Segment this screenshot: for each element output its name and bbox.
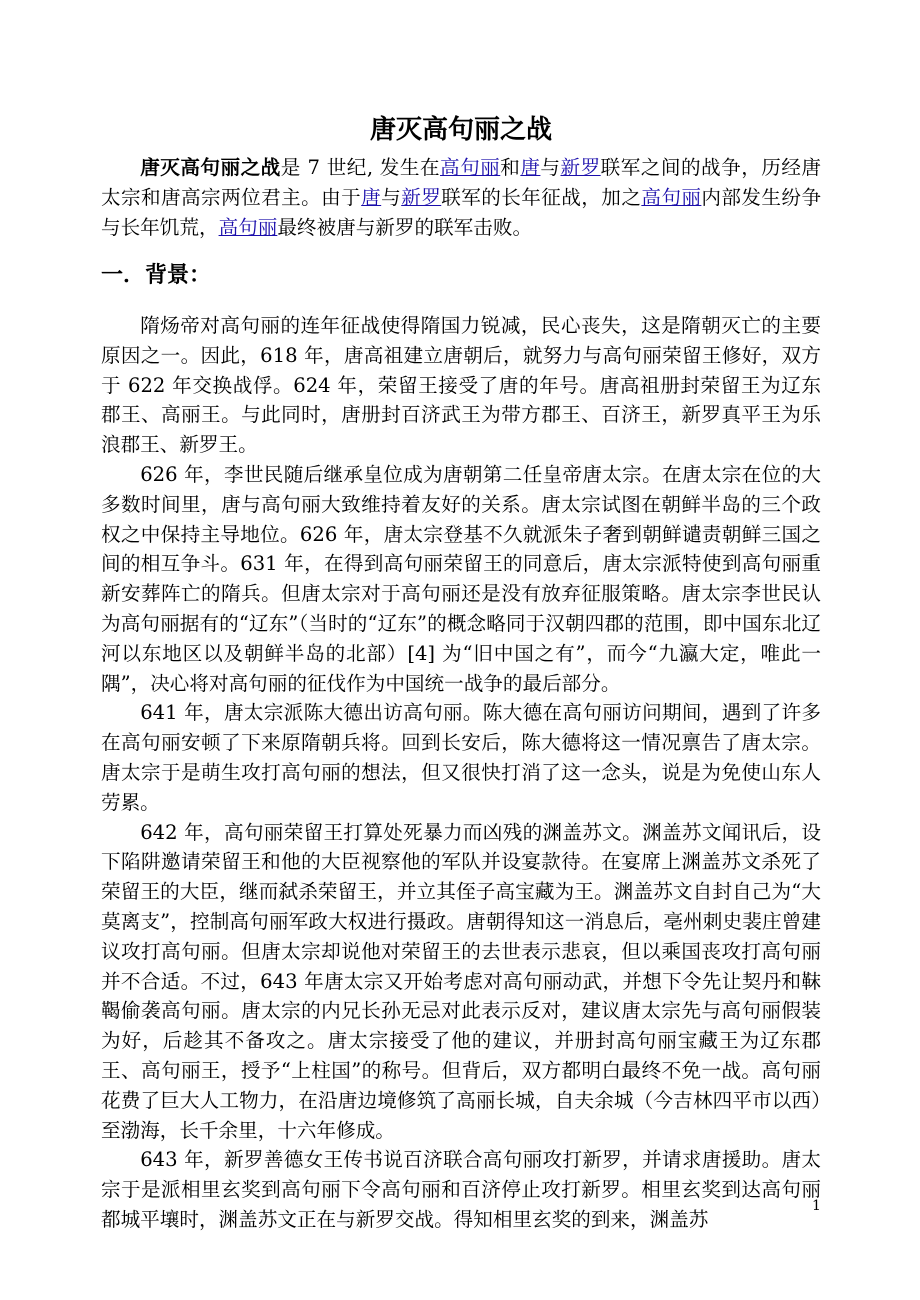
- link-tang[interactable]: 唐: [361, 185, 382, 209]
- intro-text: 是 7 世纪, 发生在: [280, 156, 441, 179]
- body-paragraph: 626 年，李世民随后继承皇位成为唐朝第二任皇帝唐太宗。在唐太宗在位的大多数时间里，唐与高句丽大致维持着友好的关系。唐太宗试图在朝鲜半岛的三个政权之中保持主导地位。626 年，唐太宗登基不久就派朱子奢到朝鲜谴责朝鲜三国之间的相互争斗。631 年，在得到高句丽荣留王的同意后，唐太宗派特使到高句丽重新安葬阵亡的隋兵。但唐太宗对于高句丽还是没有放弃征服策略。唐太宗李世民认为高句丽据有的“辽东”（当时的“辽东”的概念略同于汉朝四郡的范围，即中国东北辽河以东地区以及朝鲜半岛的北部）[4] 为“旧中国之有”，而今“九瀛大定，唯此一隅”，决心将对高句丽的征伐作为中国统一战争的最后部分。: [101, 462, 821, 695]
- intro-text: 最终被唐与新罗的联军击败。: [277, 215, 533, 239]
- body-paragraph: 641 年，唐太宗派陈大德出访高句丽。陈大德在高句丽访问期间，遇到了许多在高句丽安顿了下来原隋朝兵将。回到长安后，陈大德将这一情况禀告了唐太宗。唐太宗于是萌生攻打高句丽的想法，但又很快打消了这一念头，说是为免使山东人劳累。: [101, 701, 821, 814]
- page-title: 唐灭高句丽之战: [369, 115, 552, 145]
- page-number: 1: [812, 1198, 821, 1214]
- intro-text: 联军的长年征战，加之: [441, 185, 642, 209]
- body-paragraph: 642 年，高句丽荣留王打算处死暴力而凶残的渊盖苏文。渊盖苏文闻讯后，设下陷阱邀请荣留王和他的大臣视察他的军队并设宴款待。在宴席上渊盖苏文杀死了荣留王的大臣，继而弑杀荣留王，并立其侄子高宝藏为王。渊盖苏文自封自己为“大莫离支”，控制高句丽军政大权进行摄政。唐朝得知这一消息后，亳州刺史裴庄曾建议攻打高句丽。但唐太宗却说他对荣留王的去世表示悲哀，但以乘国丧攻打高句丽并不合适。不过，643 年唐太宗又开始考虑对高句丽动武，并想下令先让契丹和靺鞨偷袭高句丽。唐太宗的内兄长孙无忌对此表示反对，建议唐太宗先与高句丽假装为好，后趁其不备攻之。唐太宗接受了他的建议，并册封高句丽宝藏王为辽东郡王、高句丽王，授予“上柱国”的称号。但背后，双方都明白最终不免一战。高句丽花费了巨大人工物力，在沿唐边境修筑了高丽长城，自夫余城（今吉林四平市以西）至渤海，长千余里，十六年修成。: [101, 820, 821, 1142]
- intro-text: 与: [540, 156, 561, 179]
- body-text: [101, 311, 821, 1235]
- intro-paragraph: [101, 153, 821, 242]
- link-tang[interactable]: 唐: [520, 156, 541, 179]
- body-paragraph: 隋炀帝对高句丽的连年征战使得隋国力锐减，民心丧失，这是隋朝灭亡的主要原因之一。因此，618 年，唐高祖建立唐朝后，就努力与高句丽荣留王修好，双方于 622 年交换战俘。624 年，荣留王接受了唐的年号。唐高祖册封荣留王为辽东郡王、高丽王。与此同时，唐册封百济武王为带方郡王、百济王，新罗真平王为乐浪郡王、新罗王。: [101, 314, 821, 457]
- intro-text: 联军之间的战争，历经唐太宗和唐高宗两位君主。由于: [101, 156, 822, 209]
- link-goguryeo[interactable]: 高句丽: [641, 185, 702, 209]
- link-goguryeo[interactable]: 高句丽: [440, 156, 501, 179]
- intro-text: 内部发生纷争与长年饥荒，: [101, 185, 822, 239]
- link-silla[interactable]: 新罗: [560, 156, 601, 179]
- section-heading-background: 一．背景：: [101, 262, 212, 288]
- body-paragraph: 643 年，新罗善德女王传书说百济联合高句丽攻打新罗，并请求唐援助。唐太宗于是派相里玄奖到高句丽下令高句丽和百济停止攻打新罗。相里玄奖到达高句丽都城平壤时，渊盖苏文正在与新罗交战。得知相里玄奖的到来，渊盖苏: [101, 1148, 821, 1231]
- intro-lead-term: 唐灭高句丽之战: [140, 156, 281, 179]
- intro-text: 与: [381, 185, 402, 209]
- link-silla[interactable]: 新罗: [401, 185, 442, 209]
- link-goguryeo[interactable]: 高句丽: [218, 215, 278, 239]
- intro-text: 和: [500, 156, 521, 179]
